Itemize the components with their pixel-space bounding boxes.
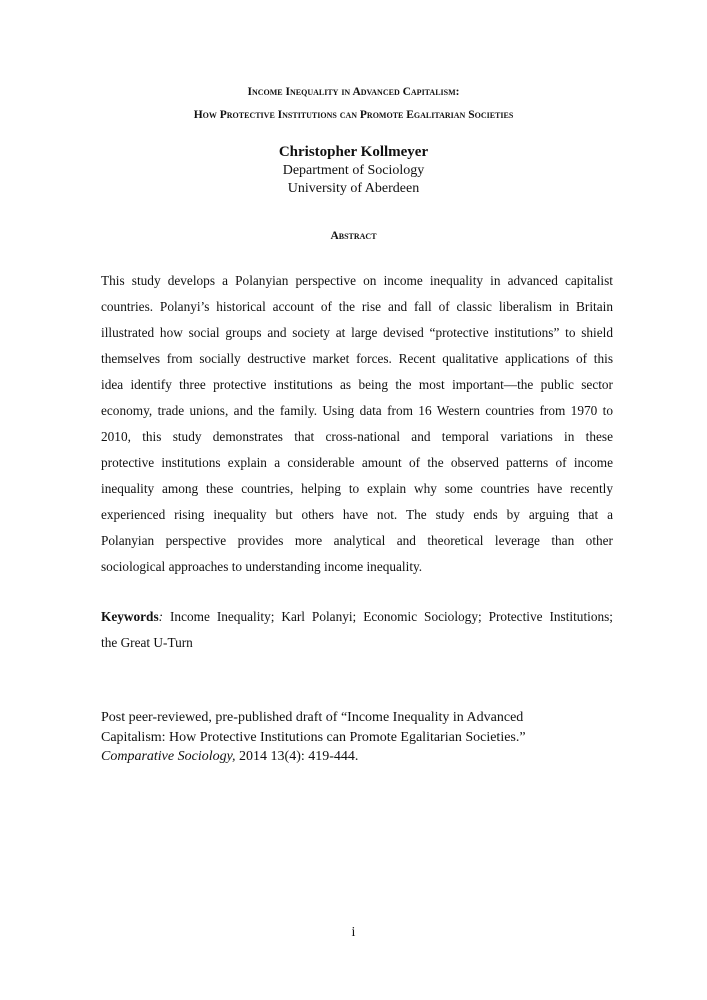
author-university: University of Aberdeen — [287, 181, 420, 196]
author-department: Department of Sociology — [282, 163, 425, 178]
keywords-colon: : — [158, 609, 164, 624]
keywords — [101, 604, 613, 656]
paper-title-line1: Income Inequality in Advanced Capitalism: — [247, 86, 460, 98]
abstract-line: experienced rising inequality but others have not. The study ends by arguing that a — [101, 507, 613, 522]
abstract-line: illustrated how social groups and society at large devised “protective institutions” to shield — [101, 325, 613, 340]
abstract-line: This study develops a Polanyian perspective on income inequality in advanced capitalist — [101, 273, 613, 288]
page-number: i — [351, 925, 356, 940]
keywords-label: Keywords — [101, 609, 159, 624]
publication-note — [101, 708, 621, 767]
citation-details: 2014 13(4): 419-444. — [235, 749, 359, 764]
paper-title-line2: How Protective Institutions can Promote Egalitarian Societies — [193, 109, 514, 121]
abstract-heading: Abstract — [330, 230, 377, 242]
keywords-list: Income Inequality; Karl Polanyi; Economic Sociology; Protective Institutions; — [163, 609, 613, 624]
abstract-line: economy, trade unions, and the family. Using data from 16 Western countries from 1970 to — [101, 403, 613, 418]
abstract-line: protective institutions explain a considerable amount of the observed patterns of income — [101, 455, 613, 470]
keywords-line1 — [101, 604, 613, 630]
abstract-line: idea identify three protective institutions as being the most important—the public sector — [101, 377, 613, 392]
abstract-line: themselves from socially destructive market forces. Recent qualitative applications of this — [101, 351, 613, 366]
author-name: Christopher Kollmeyer — [278, 144, 429, 160]
abstract-line: inequality among these countries, helping to explain why some countries have recently — [101, 481, 613, 496]
note-line1: Post peer-reviewed, pre-published draft of “Income Inequality in Advanced — [101, 710, 524, 725]
journal-name: Comparative Sociology, — [101, 749, 236, 764]
keywords-line2: the Great U-Turn — [101, 635, 193, 650]
abstract-line: countries. Polanyi’s historical account of the rise and fall of classic liberalism in Britain — [101, 299, 613, 314]
abstract-body — [101, 268, 613, 580]
note-line3 — [101, 747, 621, 767]
abstract-line: 2010, this study demonstrates that cross-national and temporal variations in these — [101, 429, 613, 444]
abstract-line: sociological approaches to understanding income inequality. — [101, 559, 423, 574]
abstract-line: Polanyian perspective provides more analytical and theoretical leverage than other — [101, 533, 613, 548]
note-line2: Capitalism: How Protective Institutions can Promote Egalitarian Societies.” — [101, 729, 526, 745]
